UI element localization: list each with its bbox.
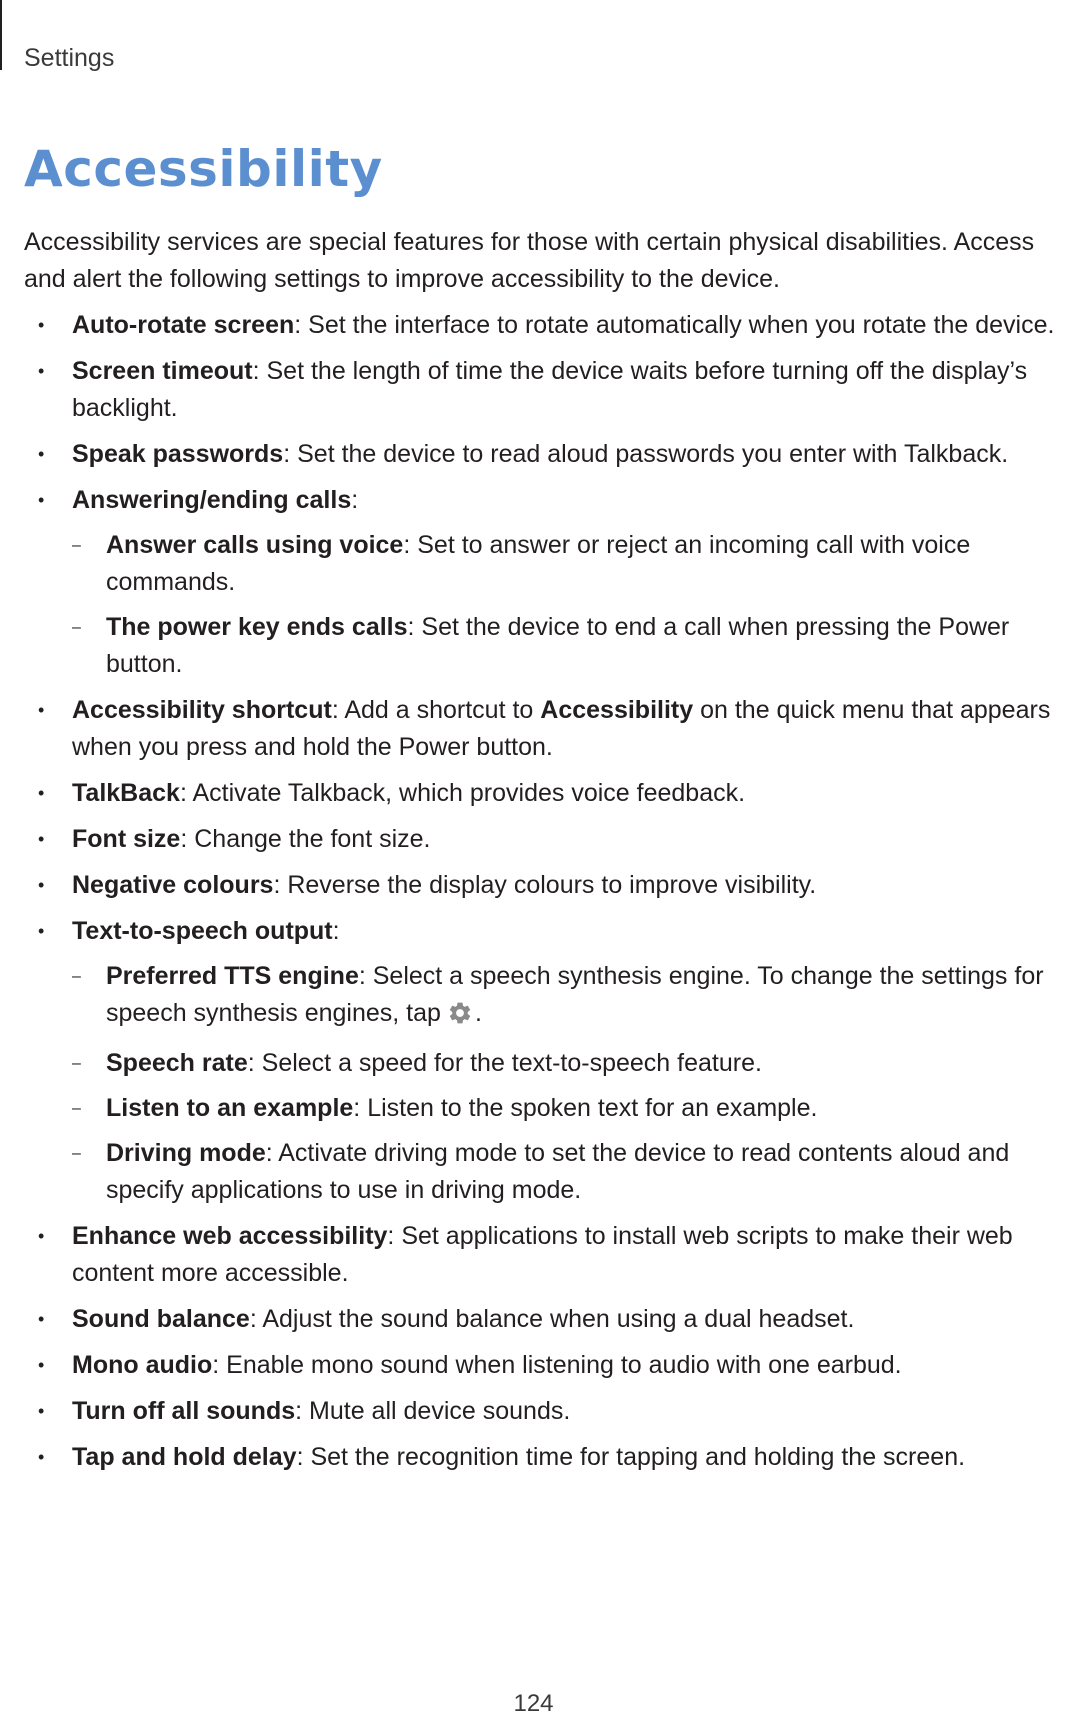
term: Listen to an example (106, 1094, 354, 1122)
term: Accessibility shortcut (72, 696, 332, 724)
term: Screen timeout (72, 357, 253, 385)
bullet-marker: • (38, 444, 45, 464)
bullet-marker: • (38, 1226, 45, 1246)
term-reference: Accessibility (540, 696, 694, 724)
bullet-marker: • (38, 1355, 45, 1375)
description-tail: . (474, 999, 482, 1027)
description: : Mute all device sounds. (295, 1397, 571, 1425)
gear-icon (447, 1000, 473, 1037)
tts-sub-list (72, 958, 1067, 1209)
page-number: 124 (513, 1690, 554, 1717)
term: Answering/ending calls (72, 486, 352, 514)
dash-marker: – (72, 537, 81, 554)
bullet-marker: • (38, 829, 45, 849)
description: : Change the font size. (180, 825, 431, 853)
sub-item-preferred-tts-engine (72, 958, 1066, 1037)
description: : Enable mono sound when listening to audio with one earbud. (212, 1351, 902, 1379)
term: Turn off all sounds (72, 1397, 296, 1425)
dash-marker: – (72, 619, 81, 636)
description: : Adjust the sound balance when using a dual headset. (249, 1305, 855, 1333)
bullet-marker: • (38, 1309, 45, 1329)
term: Negative colours (72, 871, 274, 899)
list-item-tap-and-hold-delay (24, 1439, 1067, 1476)
bullet-marker: • (38, 315, 45, 335)
bullet-marker: • (38, 700, 45, 720)
term: Font size (72, 825, 181, 853)
description: on the quick menu that appears when you press and hold the Power button. (72, 696, 1051, 761)
bullet-marker: • (38, 1401, 45, 1421)
term: TalkBack (72, 779, 180, 807)
description: : Set to answer or reject an incoming call with voice commands. (106, 531, 971, 596)
list-item-talkback (24, 775, 1067, 812)
bullet-marker: • (38, 361, 45, 381)
bullet-marker: • (38, 783, 45, 803)
page-title: Accessibility (24, 140, 383, 198)
calls-sub-list (72, 527, 1067, 683)
description: : (351, 486, 359, 514)
dash-marker: – (72, 1145, 81, 1162)
sub-item-speech-rate (72, 1045, 1066, 1082)
sub-item-answer-calls-voice (72, 527, 1066, 601)
term: Sound balance (72, 1305, 250, 1333)
sub-item-power-key-ends-calls (72, 609, 1066, 683)
list-item-sound-balance (24, 1301, 1067, 1338)
description: : Select a speech synthesis engine. To change the settings for speech synthesis engines, tap (106, 962, 1044, 1027)
description: : Set the length of time the device waits before turning off the display’s backlight. (72, 357, 1028, 422)
description: : (332, 917, 340, 945)
list-item-turn-off-all-sounds (24, 1393, 1067, 1430)
list-item-font-size (24, 821, 1067, 858)
list-item-accessibility-shortcut (24, 692, 1067, 766)
page-content (24, 224, 1064, 1476)
term: Answer calls using voice (106, 531, 404, 559)
description: : Set the device to read aloud passwords you enter with Talkback. (283, 440, 1009, 468)
term: Text-to-speech output (72, 917, 333, 945)
list-item-answering-ending-calls (24, 482, 1067, 683)
running-header: Settings (24, 44, 115, 72)
bullet-marker: • (38, 490, 45, 510)
list-item-auto-rotate (24, 307, 1067, 344)
term: Enhance web accessibility (72, 1222, 388, 1250)
description: : Listen to the spoken text for an example. (353, 1094, 818, 1122)
description: : Select a speed for the text-to-speech feature. (247, 1049, 762, 1077)
settings-list (24, 307, 1064, 1476)
term: Speech rate (106, 1049, 248, 1077)
list-item-mono-audio (24, 1347, 1067, 1384)
bullet-marker: • (38, 875, 45, 895)
page-edge-rule (0, 0, 2, 70)
sub-item-listen-to-example (72, 1090, 1066, 1127)
description: : Set the device to end a call when pressing the Power button. (106, 613, 1010, 678)
description: : Set applications to install web scripts to make their web content more accessible. (72, 1222, 1013, 1287)
list-item-screen-timeout (24, 353, 1067, 427)
dash-marker: – (72, 1100, 81, 1117)
description: : Activate Talkback, which provides voice feedback. (179, 779, 746, 807)
term: Mono audio (72, 1351, 213, 1379)
term: Auto-rotate screen (72, 311, 295, 339)
list-item-negative-colours (24, 867, 1067, 904)
sub-item-driving-mode (72, 1135, 1066, 1209)
list-item-speak-passwords (24, 436, 1067, 473)
list-item-text-to-speech-output (24, 913, 1067, 1209)
list-item-enhance-web-accessibility (24, 1218, 1067, 1292)
description: : Activate driving mode to set the device to read contents aloud and specify applications to use in driving mode. (106, 1139, 1010, 1204)
dash-marker: – (72, 968, 81, 985)
term: Tap and hold delay (72, 1443, 297, 1471)
term: Driving mode (106, 1139, 266, 1167)
term: Preferred TTS engine (106, 962, 359, 990)
description: : Set the interface to rotate automatically when you rotate the device. (294, 311, 1055, 339)
description: : Set the recognition time for tapping and holding the screen. (296, 1443, 966, 1471)
description: : Reverse the display colours to improve visibility. (273, 871, 817, 899)
bullet-marker: • (38, 921, 45, 941)
term: The power key ends calls (106, 613, 408, 641)
description: : Add a shortcut to (331, 696, 541, 724)
intro-paragraph: Accessibility services are special features for those with certain physical disabilities. Access and alert the following settings to improve accessibility to the device. (24, 228, 1035, 293)
term: Speak passwords (72, 440, 284, 468)
bullet-marker: • (38, 1447, 45, 1467)
dash-marker: – (72, 1055, 81, 1072)
